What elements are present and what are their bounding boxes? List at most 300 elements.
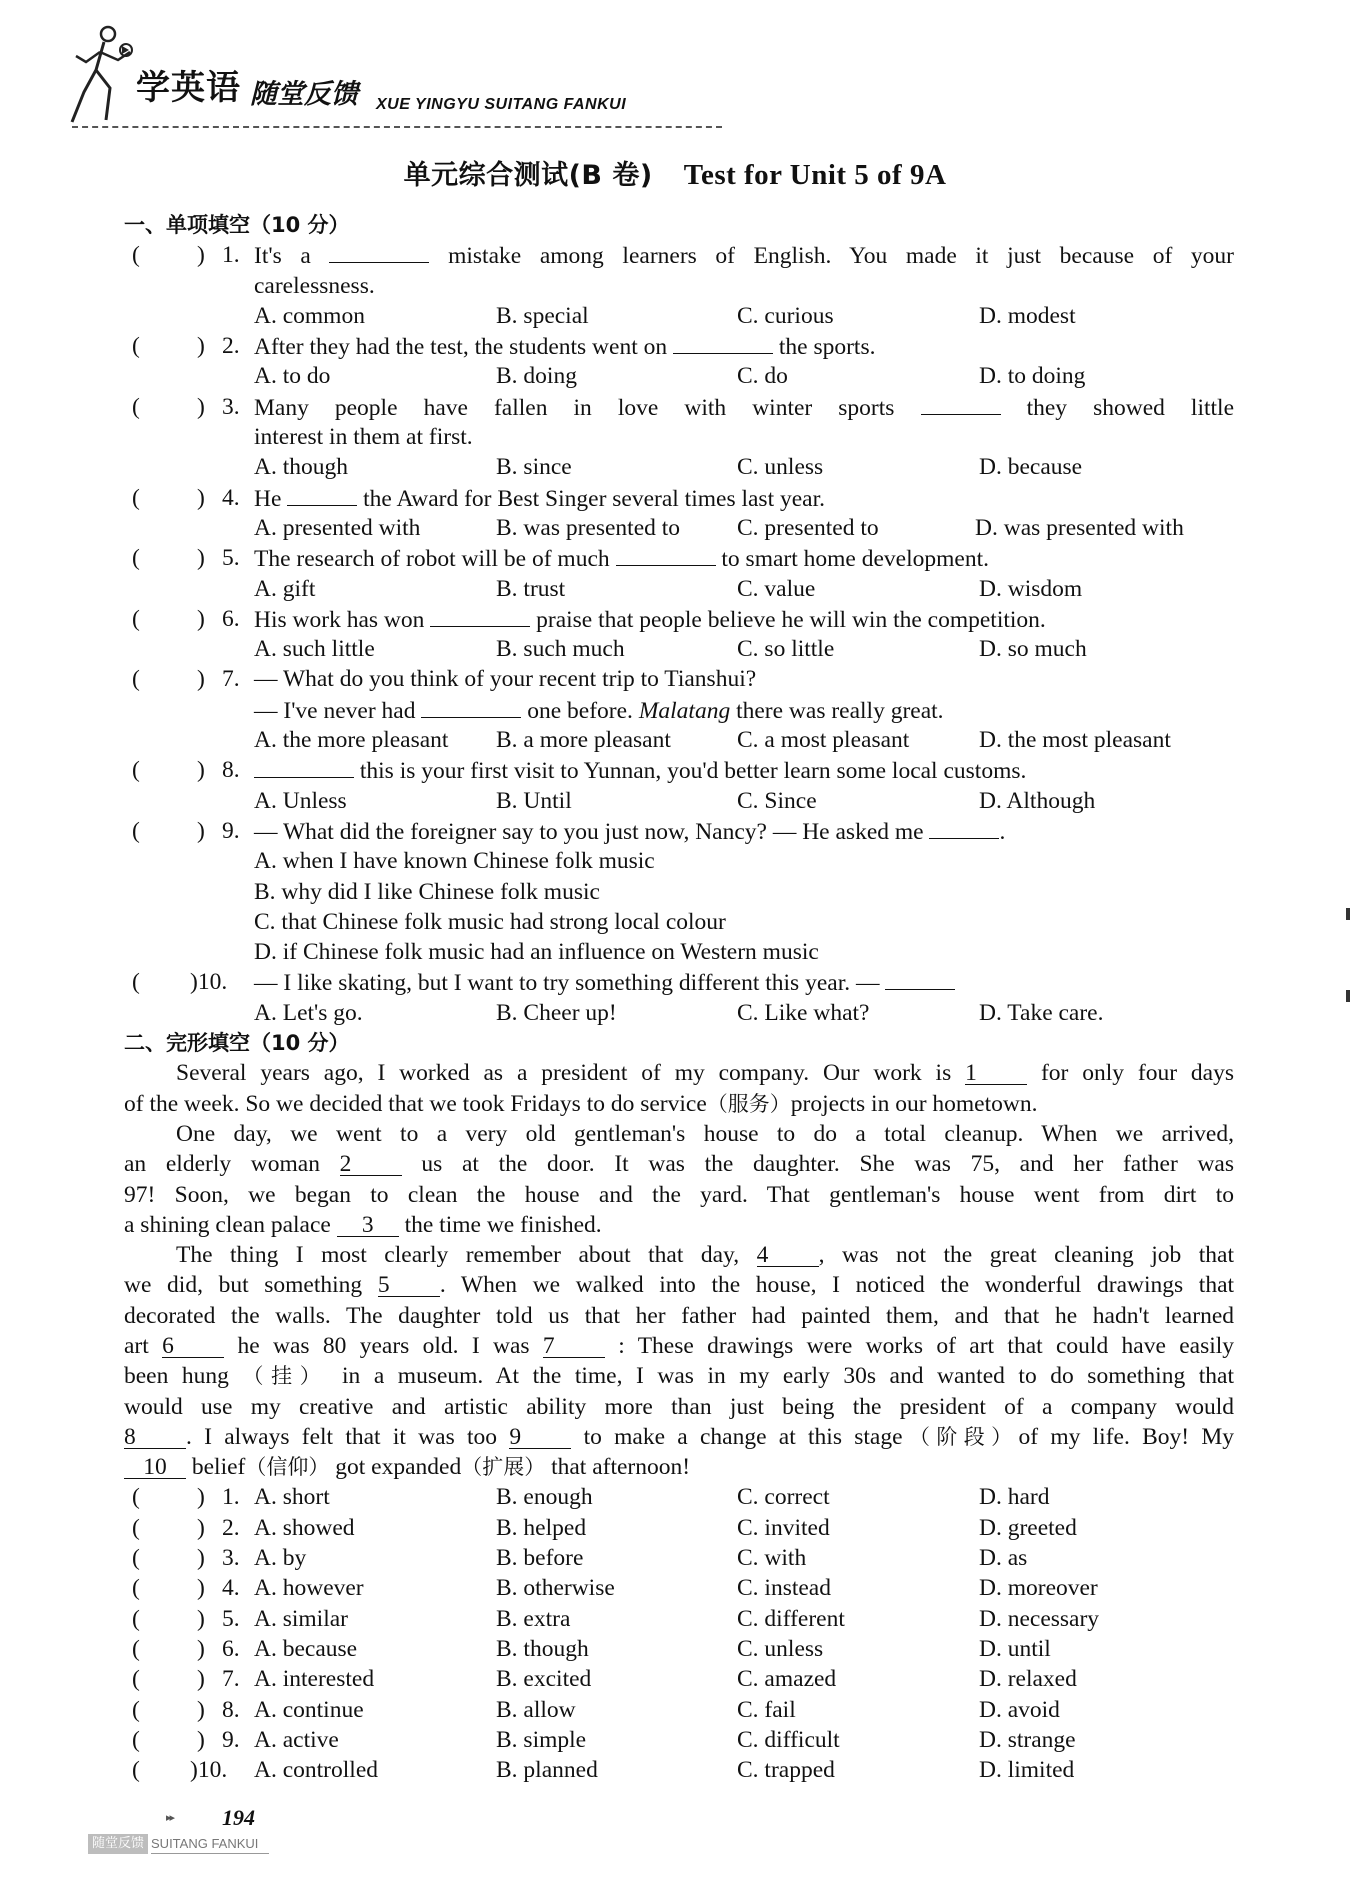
answer-blank[interactable]	[254, 755, 354, 778]
answer-paren-open: (	[132, 393, 140, 420]
question-text	[254, 392, 1234, 423]
stem-part: — I've never had	[254, 697, 416, 724]
answer-paren-open: (	[132, 757, 140, 784]
stem-part: It's a	[254, 243, 311, 270]
stem-part: this is your first visit to Yunnan, you'd better learn some local customs.	[359, 758, 1027, 785]
answer-blank[interactable]	[673, 331, 773, 354]
question-number: 3.	[222, 393, 240, 420]
answer-paren-open: (	[132, 1605, 140, 1632]
question-3	[124, 392, 1234, 422]
runner-logo-icon	[66, 22, 136, 132]
answer-paren-open: (	[132, 605, 140, 632]
question-4-options	[124, 513, 1234, 543]
answer-paren-close: )	[197, 817, 205, 844]
cloze-blank[interactable]: 6	[162, 1335, 224, 1358]
answer-paren-close: )	[197, 484, 205, 511]
passage-line	[124, 1301, 1234, 1331]
answer-paren-close: )	[197, 757, 205, 784]
option-a: A. presented with	[254, 514, 421, 541]
cloze-choice-row	[124, 1513, 1234, 1543]
option-c: C. unless	[737, 1635, 824, 1662]
cloze-blank[interactable]: 1	[965, 1062, 1027, 1085]
passage-text	[124, 1422, 1234, 1452]
question-3-options	[124, 452, 1234, 482]
chinese-gloss: （阶段）	[902, 1424, 1019, 1449]
question-number: 9.	[222, 817, 240, 844]
passage-part: an elderly woman	[124, 1151, 320, 1178]
cloze-blank[interactable]: 10	[124, 1456, 186, 1479]
option-b: B. allow	[496, 1696, 576, 1723]
cloze-blank[interactable]: 8	[124, 1426, 186, 1449]
option-d: D. moreover	[979, 1575, 1098, 1602]
passage-part: of the week. So we decided that we took Fridays to do service	[124, 1090, 707, 1117]
passage-line	[124, 1210, 1234, 1240]
option-a: A. Let's go.	[254, 999, 363, 1026]
answer-paren-close: )	[197, 1575, 205, 1602]
passage-part: Several years ago, I worked as a president of my company. Our work is	[176, 1060, 952, 1087]
chinese-gloss: （挂）	[242, 1364, 329, 1389]
question-number: 1.	[222, 242, 240, 269]
option-a: A. similar	[254, 1605, 348, 1632]
stem-part: His work has won	[254, 606, 425, 633]
stem-part: mistake among learners of English. You made it just because of your	[448, 243, 1234, 270]
option-a: A. such little	[254, 636, 375, 663]
answer-paren-close: )	[197, 1635, 205, 1662]
option-c: C. instead	[737, 1575, 831, 1602]
question-8	[124, 755, 1234, 785]
answer-paren-open: (	[132, 1696, 140, 1723]
option-a: A. continue	[254, 1696, 364, 1723]
answer-paren-close: )	[197, 1726, 205, 1753]
option-b: B. such much	[496, 636, 625, 663]
option-b: B. doing	[496, 363, 577, 390]
title-chinese: 单元综合测试(B 卷)	[403, 160, 653, 191]
question-text	[254, 755, 1234, 786]
scan-edge-mark	[1346, 990, 1350, 1002]
stem-part: — I like skating, but I want to try something different this year. —	[254, 970, 880, 997]
question-7-options	[124, 725, 1234, 755]
question-1	[124, 240, 1234, 270]
option-a: A. to do	[254, 363, 331, 390]
stem-part: Many people have fallen in love with winter sports	[254, 394, 895, 421]
answer-paren-close: )	[197, 1514, 205, 1541]
option-d: D. avoid	[979, 1696, 1060, 1723]
chinese-gloss: （服务）	[706, 1091, 791, 1116]
stem-part: one before.	[527, 697, 633, 724]
passage-part: . I always felt that it was too	[186, 1423, 498, 1450]
option-c: C. Like what?	[737, 999, 870, 1026]
question-7-reply	[124, 695, 1234, 725]
question-6-options	[124, 634, 1234, 664]
choice-number: 4.	[222, 1575, 240, 1602]
stem-part: After they had the test, the students went on	[254, 334, 668, 361]
cloze-choice-row	[124, 1725, 1234, 1755]
cloze-blank[interactable]: 2	[340, 1153, 402, 1176]
answer-paren-close: )	[197, 666, 205, 693]
question-5-options	[124, 574, 1234, 604]
choice-number: 5.	[222, 1605, 240, 1632]
option-b: B. before	[496, 1545, 584, 1572]
question-number: 5.	[222, 545, 240, 572]
passage-part: projects in our hometown.	[790, 1090, 1038, 1117]
page-header	[66, 14, 666, 124]
option-c: C. amazed	[737, 1666, 837, 1693]
option-c: C. Since	[737, 787, 817, 814]
question-text	[254, 331, 1234, 362]
choice-number: 9.	[222, 1726, 240, 1753]
question-1-continued	[124, 271, 1234, 301]
cloze-blank[interactable]: 9	[509, 1426, 571, 1449]
option-c: C. with	[737, 1545, 807, 1572]
cloze-blank[interactable]: 4	[757, 1244, 819, 1267]
option-a: A. controlled	[254, 1757, 378, 1784]
option-d: D. because	[979, 454, 1083, 481]
stem-part: there was really great.	[736, 697, 944, 724]
question-number: )10.	[190, 969, 228, 996]
option-c: C. correct	[737, 1484, 830, 1511]
option-a: A. active	[254, 1726, 339, 1753]
option-b: B. excited	[496, 1666, 592, 1693]
passage-line	[124, 1149, 1234, 1179]
option-c: C. value	[737, 575, 816, 602]
option-b: B. Until	[496, 787, 572, 814]
question-8-options	[124, 786, 1234, 816]
footer-tag-chinese: 随堂反馈	[88, 1834, 148, 1854]
logo-pinyin: XUE YINGYU SUITANG FANKUI	[376, 96, 627, 113]
cloze-choice-row	[124, 1695, 1234, 1725]
option-c: C. so little	[737, 636, 835, 663]
passage-part: : These drawings were works of art that could have easily	[618, 1332, 1235, 1359]
passage-part: that afternoon!	[551, 1454, 691, 1481]
question-5	[124, 543, 1234, 573]
passage-text: would use my creative and artistic ability more than just being the president of a company would	[124, 1393, 1234, 1420]
question-text	[254, 240, 1234, 271]
stem-part: they showed little	[1026, 394, 1234, 421]
choice-number: 7.	[222, 1666, 240, 1693]
passage-part: of my life. Boy! My	[1018, 1423, 1235, 1450]
passage-part: us at the door. It was the daughter. She was 75, and her father was	[421, 1151, 1235, 1178]
passage-part: we did, but something	[124, 1272, 363, 1299]
stem-part: the Award for Best Singer several times last year.	[363, 485, 825, 512]
stem-part: He	[254, 485, 282, 512]
option-a: A. showed	[254, 1514, 355, 1541]
question-number: 8.	[222, 757, 240, 784]
stem-part: — What did the foreigner say to you just now, Nancy? — He asked me	[254, 818, 924, 845]
section-2-heading: 二、完形填空（10 分）	[124, 1031, 350, 1056]
option-c: C. different	[737, 1605, 845, 1632]
passage-line	[124, 1361, 1234, 1391]
passage-line	[124, 1180, 1234, 1210]
exam-content	[124, 210, 1234, 1785]
question-9-option-b	[124, 877, 1234, 907]
passage-line	[124, 1240, 1234, 1270]
passage-line	[124, 1119, 1234, 1149]
passage-part: been hung	[124, 1363, 229, 1390]
answer-paren-open: (	[132, 1545, 140, 1572]
passage-part: belief	[191, 1454, 246, 1481]
answer-paren-close: )	[197, 605, 205, 632]
choice-number: )10.	[190, 1757, 228, 1784]
passage-part: , was not the great cleaning job that	[818, 1242, 1234, 1269]
cloze-choice-row	[124, 1634, 1234, 1664]
question-9	[124, 816, 1234, 846]
question-1-options	[124, 301, 1234, 331]
answer-blank[interactable]	[616, 543, 716, 566]
answer-paren-open: (	[132, 545, 140, 572]
answer-paren-open: (	[132, 484, 140, 511]
passage-part: got expanded	[335, 1454, 462, 1481]
passage-line	[124, 1058, 1234, 1088]
option-d: D. until	[979, 1635, 1051, 1662]
option-a: A. Unless	[254, 787, 347, 814]
option-b: B. why did I like Chinese folk music	[254, 878, 600, 905]
page-arrow-icon: ▸▸	[166, 1812, 174, 1824]
answer-paren-open: (	[132, 1666, 140, 1693]
chinese-gloss: （信仰）	[245, 1455, 330, 1480]
question-10-options	[124, 998, 1234, 1028]
question-3-continued	[124, 422, 1234, 452]
stem-continuation: carelessness.	[254, 272, 375, 299]
passage-text	[176, 1058, 1234, 1088]
option-b: B. a more pleasant	[496, 727, 671, 754]
option-c: C. fail	[737, 1696, 796, 1723]
option-d: D. to doing	[979, 363, 1086, 390]
scan-edge-mark	[1346, 908, 1350, 920]
option-b: B. trust	[496, 575, 566, 602]
option-b: B. extra	[496, 1605, 571, 1632]
answer-paren-open: (	[132, 1635, 140, 1662]
page-title	[0, 153, 1350, 192]
chinese-gloss: （扩展）	[461, 1455, 546, 1480]
passage-part: he was 80 years old. I was	[237, 1332, 530, 1359]
answer-paren-open: (	[132, 333, 140, 360]
option-b: B. enough	[496, 1484, 593, 1511]
stem-part: The research of robot will be of much	[254, 546, 610, 573]
answer-paren-open: (	[132, 1514, 140, 1541]
header-divider	[72, 126, 722, 128]
choice-number: 6.	[222, 1635, 240, 1662]
passage-part: a shining clean palace	[124, 1211, 331, 1238]
question-number: 4.	[222, 484, 240, 511]
passage-text	[176, 1240, 1234, 1270]
answer-blank[interactable]	[329, 240, 429, 263]
footer-tag	[88, 1834, 269, 1854]
answer-paren-open: (	[132, 1484, 140, 1511]
question-10	[124, 967, 1234, 997]
option-d: D. strange	[979, 1726, 1076, 1753]
option-d: D. was presented with	[975, 514, 1184, 541]
option-d: D. hard	[979, 1484, 1050, 1511]
question-text	[254, 604, 1234, 635]
section-1-heading: 一、单项填空（10 分）	[124, 213, 350, 237]
choice-number: 3.	[222, 1545, 240, 1572]
question-text	[254, 483, 1234, 514]
answer-paren-open: (	[132, 1575, 140, 1602]
dialogue-reply	[254, 695, 1234, 726]
option-a: A. by	[254, 1545, 307, 1572]
option-d: D. limited	[979, 1757, 1075, 1784]
footer-tag-english: SUITANG FANKUI	[151, 1835, 269, 1854]
option-d: D. Take care.	[979, 999, 1104, 1026]
answer-paren-close: )	[197, 333, 205, 360]
passage-part: the time we finished.	[404, 1211, 602, 1238]
passage-line	[124, 1452, 1234, 1482]
question-6	[124, 604, 1234, 634]
question-9-option-c	[124, 907, 1234, 937]
cloze-choice-row	[124, 1482, 1234, 1512]
passage-text	[124, 1089, 1234, 1119]
stem-continuation: interest in them at first.	[254, 424, 473, 451]
question-9-option-a	[124, 846, 1234, 876]
option-d: D. the most pleasant	[979, 727, 1171, 754]
option-a: A. common	[254, 302, 365, 329]
option-a: A. however	[254, 1575, 364, 1602]
question-4	[124, 483, 1234, 513]
logo-chinese-title: 学英语	[136, 68, 241, 108]
question-9-option-d	[124, 937, 1234, 967]
answer-paren-open: (	[132, 969, 140, 996]
passage-part: to make a change at this stage	[583, 1423, 903, 1450]
passage-line	[124, 1270, 1234, 1300]
option-d: D. if Chinese folk music had an influence on Western music	[254, 939, 819, 966]
passage-text	[124, 1270, 1234, 1300]
passage-text	[124, 1331, 1234, 1361]
passage-text	[124, 1361, 1234, 1391]
option-d: D. greeted	[979, 1514, 1077, 1541]
option-d: D. so much	[979, 636, 1087, 663]
option-d: D. as	[979, 1545, 1028, 1572]
question-number: 7.	[222, 666, 240, 693]
option-b: B. was presented to	[496, 514, 681, 541]
option-a: A. because	[254, 1635, 358, 1662]
option-a: A. though	[254, 454, 348, 481]
option-a: A. gift	[254, 575, 316, 602]
option-c: C. invited	[737, 1514, 830, 1541]
option-b: B. though	[496, 1635, 589, 1662]
stem-part: praise that people believe he will win the competition.	[536, 606, 1046, 633]
passage-text: decorated the walls. The daughter told us that her father had painted them, and that he hadn't learned	[124, 1302, 1234, 1329]
answer-paren-open: (	[132, 242, 140, 269]
question-text	[254, 543, 1234, 574]
answer-paren-close: )	[197, 1696, 205, 1723]
choice-number: 2.	[222, 1514, 240, 1541]
option-b: B. Cheer up!	[496, 999, 617, 1026]
question-2	[124, 331, 1234, 361]
option-c: C. unless	[737, 454, 824, 481]
cloze-blank[interactable]: 7	[543, 1335, 605, 1358]
page-number: 194	[222, 1805, 255, 1830]
option-b: B. helped	[496, 1514, 587, 1541]
answer-paren-close: )	[197, 545, 205, 572]
passage-part: for only four days	[1040, 1060, 1235, 1087]
choice-number: 8.	[222, 1696, 240, 1723]
passage-text	[124, 1149, 1234, 1179]
option-c: C. presented to	[737, 514, 879, 541]
answer-blank[interactable]	[421, 695, 521, 718]
question-text: — What did the foreigner say to you just now, Nancy? — He asked me .	[254, 816, 1234, 847]
option-c: C. that Chinese folk music had strong local colour	[254, 908, 726, 935]
passage-part: The thing I most clearly remember about that day,	[176, 1242, 740, 1269]
answer-paren-open: (	[132, 817, 140, 844]
option-a: A. short	[254, 1484, 330, 1511]
answer-paren-close: )	[197, 1545, 205, 1572]
option-c: C. do	[737, 363, 788, 390]
answer-paren-open: (	[132, 666, 140, 693]
cloze-choice-row	[124, 1573, 1234, 1603]
passage-line	[124, 1392, 1234, 1422]
option-b: B. planned	[496, 1757, 598, 1784]
title-english: Test for Unit 5 of 9A	[683, 159, 947, 191]
passage-line	[124, 1089, 1234, 1119]
option-c: C. trapped	[737, 1757, 835, 1784]
cloze-blank[interactable]: 3	[337, 1214, 399, 1237]
option-c: C. curious	[737, 302, 834, 329]
option-c: C. difficult	[737, 1726, 840, 1753]
answer-paren-open: (	[132, 1757, 140, 1784]
question-number: 2.	[222, 333, 240, 360]
logo-chinese-subtitle: 随堂反馈	[250, 79, 358, 110]
passage-text	[124, 1210, 1234, 1240]
option-a: A. interested	[254, 1666, 375, 1693]
option-c: C. a most pleasant	[737, 727, 910, 754]
answer-blank[interactable]	[885, 967, 955, 990]
answer-blank[interactable]	[921, 392, 1001, 415]
option-d: D. Although	[979, 787, 1096, 814]
stem-part: to smart home development.	[721, 546, 989, 573]
answer-blank[interactable]	[929, 816, 999, 839]
passage-part: in a museum. At the time, I was in my early 30s and wanted to do something that	[342, 1363, 1234, 1390]
cloze-choice-row	[124, 1755, 1234, 1785]
answer-paren-close: )	[197, 393, 205, 420]
option-d: D. modest	[979, 302, 1076, 329]
question-2-options	[124, 361, 1234, 391]
cloze-blank[interactable]: 5	[378, 1274, 440, 1297]
stem-italic: Malatang	[638, 697, 731, 724]
question-text: — What do you think of your recent trip to Tianshui?	[254, 666, 757, 693]
cloze-choice-row	[124, 1664, 1234, 1694]
option-b: B. special	[496, 302, 589, 329]
answer-paren-open: (	[132, 1726, 140, 1753]
passage-part: art	[124, 1332, 149, 1359]
option-b: B. since	[496, 454, 572, 481]
option-b: B. otherwise	[496, 1575, 615, 1602]
answer-blank[interactable]	[287, 483, 357, 506]
cloze-choice-row	[124, 1604, 1234, 1634]
passage-text: One day, we went to a very old gentleman's house to do a total cleanup. When we arrived,	[176, 1120, 1234, 1147]
option-a: A. the more pleasant	[254, 727, 449, 754]
option-b: B. simple	[496, 1726, 587, 1753]
option-d: D. necessary	[979, 1605, 1100, 1632]
passage-text	[124, 1452, 1234, 1482]
stem-part: the sports.	[778, 334, 876, 361]
option-d: D. wisdom	[979, 575, 1083, 602]
question-text	[254, 967, 1234, 998]
answer-paren-close: )	[197, 1484, 205, 1511]
answer-paren-close: )	[197, 242, 205, 269]
passage-line	[124, 1331, 1234, 1361]
cloze-choice-row	[124, 1543, 1234, 1573]
choice-number: 1.	[222, 1484, 240, 1511]
answer-blank[interactable]	[430, 604, 530, 627]
option-a: A. when I have known Chinese folk music	[254, 848, 655, 875]
answer-paren-close: )	[197, 1666, 205, 1693]
question-number: 6.	[222, 605, 240, 632]
question-7	[124, 664, 1234, 694]
answer-paren-close: )	[197, 1605, 205, 1632]
passage-part: . When we walked into the house, I noticed the wonderful drawings that	[439, 1272, 1235, 1299]
option-d: D. relaxed	[979, 1666, 1077, 1693]
passage-text: 97! Soon, we began to clean the house and the yard. That gentleman's house went from dirt to	[124, 1181, 1234, 1208]
